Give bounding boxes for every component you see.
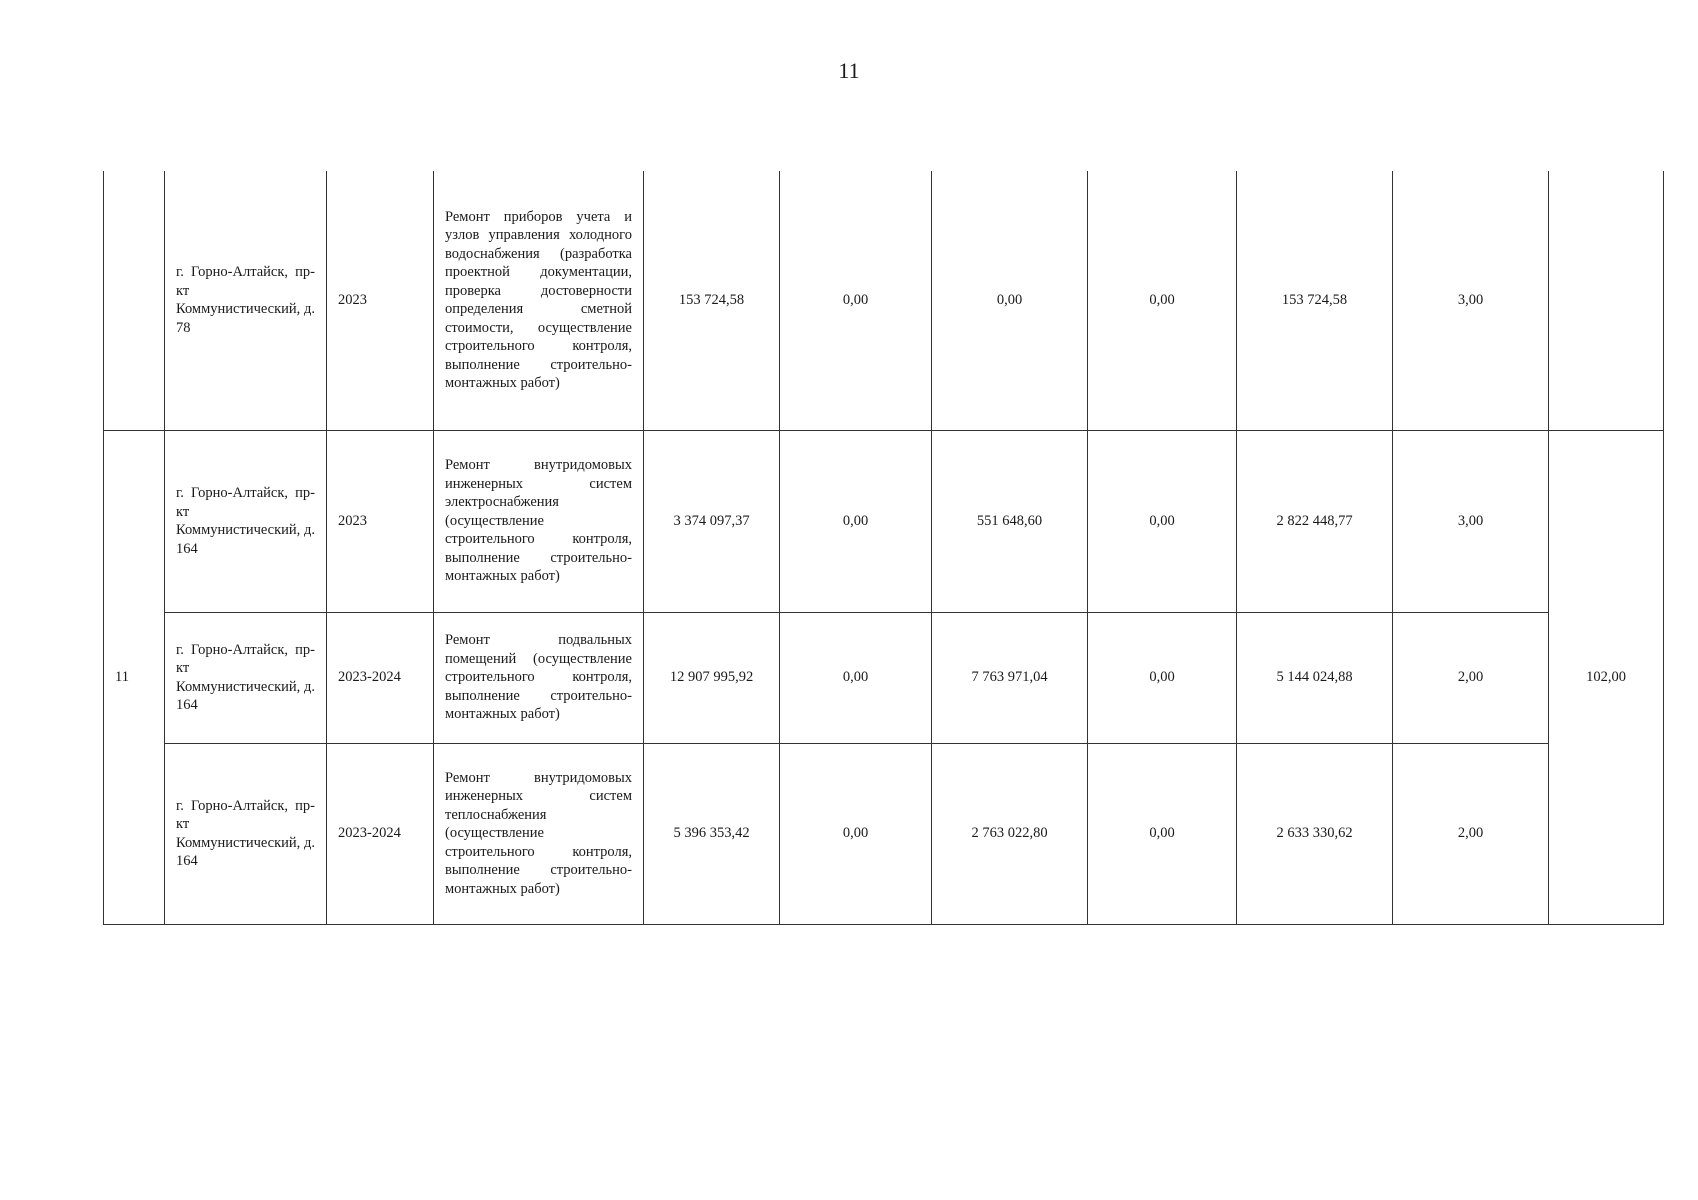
total-cost-cell: 12 907 995,92 (644, 612, 780, 743)
total-cost-cell: 5 396 353,42 (644, 743, 780, 924)
work-description-cell: Ремонт подвальных помещений (осуществление строительного контроля, выполнение строительно-монтажных работ) (434, 612, 644, 743)
amount-cell-b: 0,00 (932, 171, 1088, 430)
year-cell: 2023 (327, 171, 434, 430)
group-index-cell: 11 (104, 430, 165, 924)
total-cost-cell: 3 374 097,37 (644, 430, 780, 612)
amount-cell-c: 0,00 (1088, 743, 1237, 924)
rate-cell: 3,00 (1393, 171, 1549, 430)
amount-cell-d: 5 144 024,88 (1237, 612, 1393, 743)
works-table (103, 171, 1664, 925)
amount-cell-b: 2 763 022,80 (932, 743, 1088, 924)
year-cell: 2023-2024 (327, 743, 434, 924)
table-row (104, 743, 1664, 924)
amount-cell-c: 0,00 (1088, 171, 1237, 430)
row-index-cell (104, 171, 165, 430)
amount-cell-a: 0,00 (780, 612, 932, 743)
amount-cell-d: 2 822 448,77 (1237, 430, 1393, 612)
rate-cell: 3,00 (1393, 430, 1549, 612)
rate-cell: 2,00 (1393, 743, 1549, 924)
amount-cell-b: 7 763 971,04 (932, 612, 1088, 743)
address-cell: г. Горно-Алтайск, пр-кт Коммунистический, д. 78 (165, 171, 327, 430)
work-description-cell: Ремонт внутридомовых инженерных систем теплоснабжения (осуществление строительного контроля, выполнение строительно-монтажных работ) (434, 743, 644, 924)
page-number: 11 (838, 58, 860, 83)
amount-cell-c: 0,00 (1088, 612, 1237, 743)
address-cell: г. Горно-Алтайск, пр-кт Коммунистический, д. 164 (165, 743, 327, 924)
amount-cell-d: 2 633 330,62 (1237, 743, 1393, 924)
amount-cell-b: 551 648,60 (932, 430, 1088, 612)
amount-cell-d: 153 724,58 (1237, 171, 1393, 430)
table-row (104, 171, 1664, 430)
rate-cell: 2,00 (1393, 612, 1549, 743)
address-cell: г. Горно-Алтайск, пр-кт Коммунистический, д. 164 (165, 612, 327, 743)
address-cell: г. Горно-Алтайск, пр-кт Коммунистический, д. 164 (165, 430, 327, 612)
year-cell: 2023 (327, 430, 434, 612)
work-description-cell: Ремонт приборов учета и узлов управления холодного водоснабжения (разработка проектной документации, проверка достоверности определения сметной стоимости, осуществление строительного контроля, выполнение строительно-монтажных работ) (434, 171, 644, 430)
group-total-cell (1549, 171, 1664, 430)
total-cost-cell: 153 724,58 (644, 171, 780, 430)
year-cell: 2023-2024 (327, 612, 434, 743)
group-total-cell: 102,00 (1549, 430, 1664, 924)
amount-cell-c: 0,00 (1088, 430, 1237, 612)
amount-cell-a: 0,00 (780, 430, 932, 612)
work-description-cell: Ремонт внутридомовых инженерных систем электроснабжения (осуществление строительного контроля, выполнение строительно-монтажных работ) (434, 430, 644, 612)
amount-cell-a: 0,00 (780, 743, 932, 924)
amount-cell-a: 0,00 (780, 171, 932, 430)
table-row (104, 612, 1664, 743)
table-row (104, 430, 1664, 612)
